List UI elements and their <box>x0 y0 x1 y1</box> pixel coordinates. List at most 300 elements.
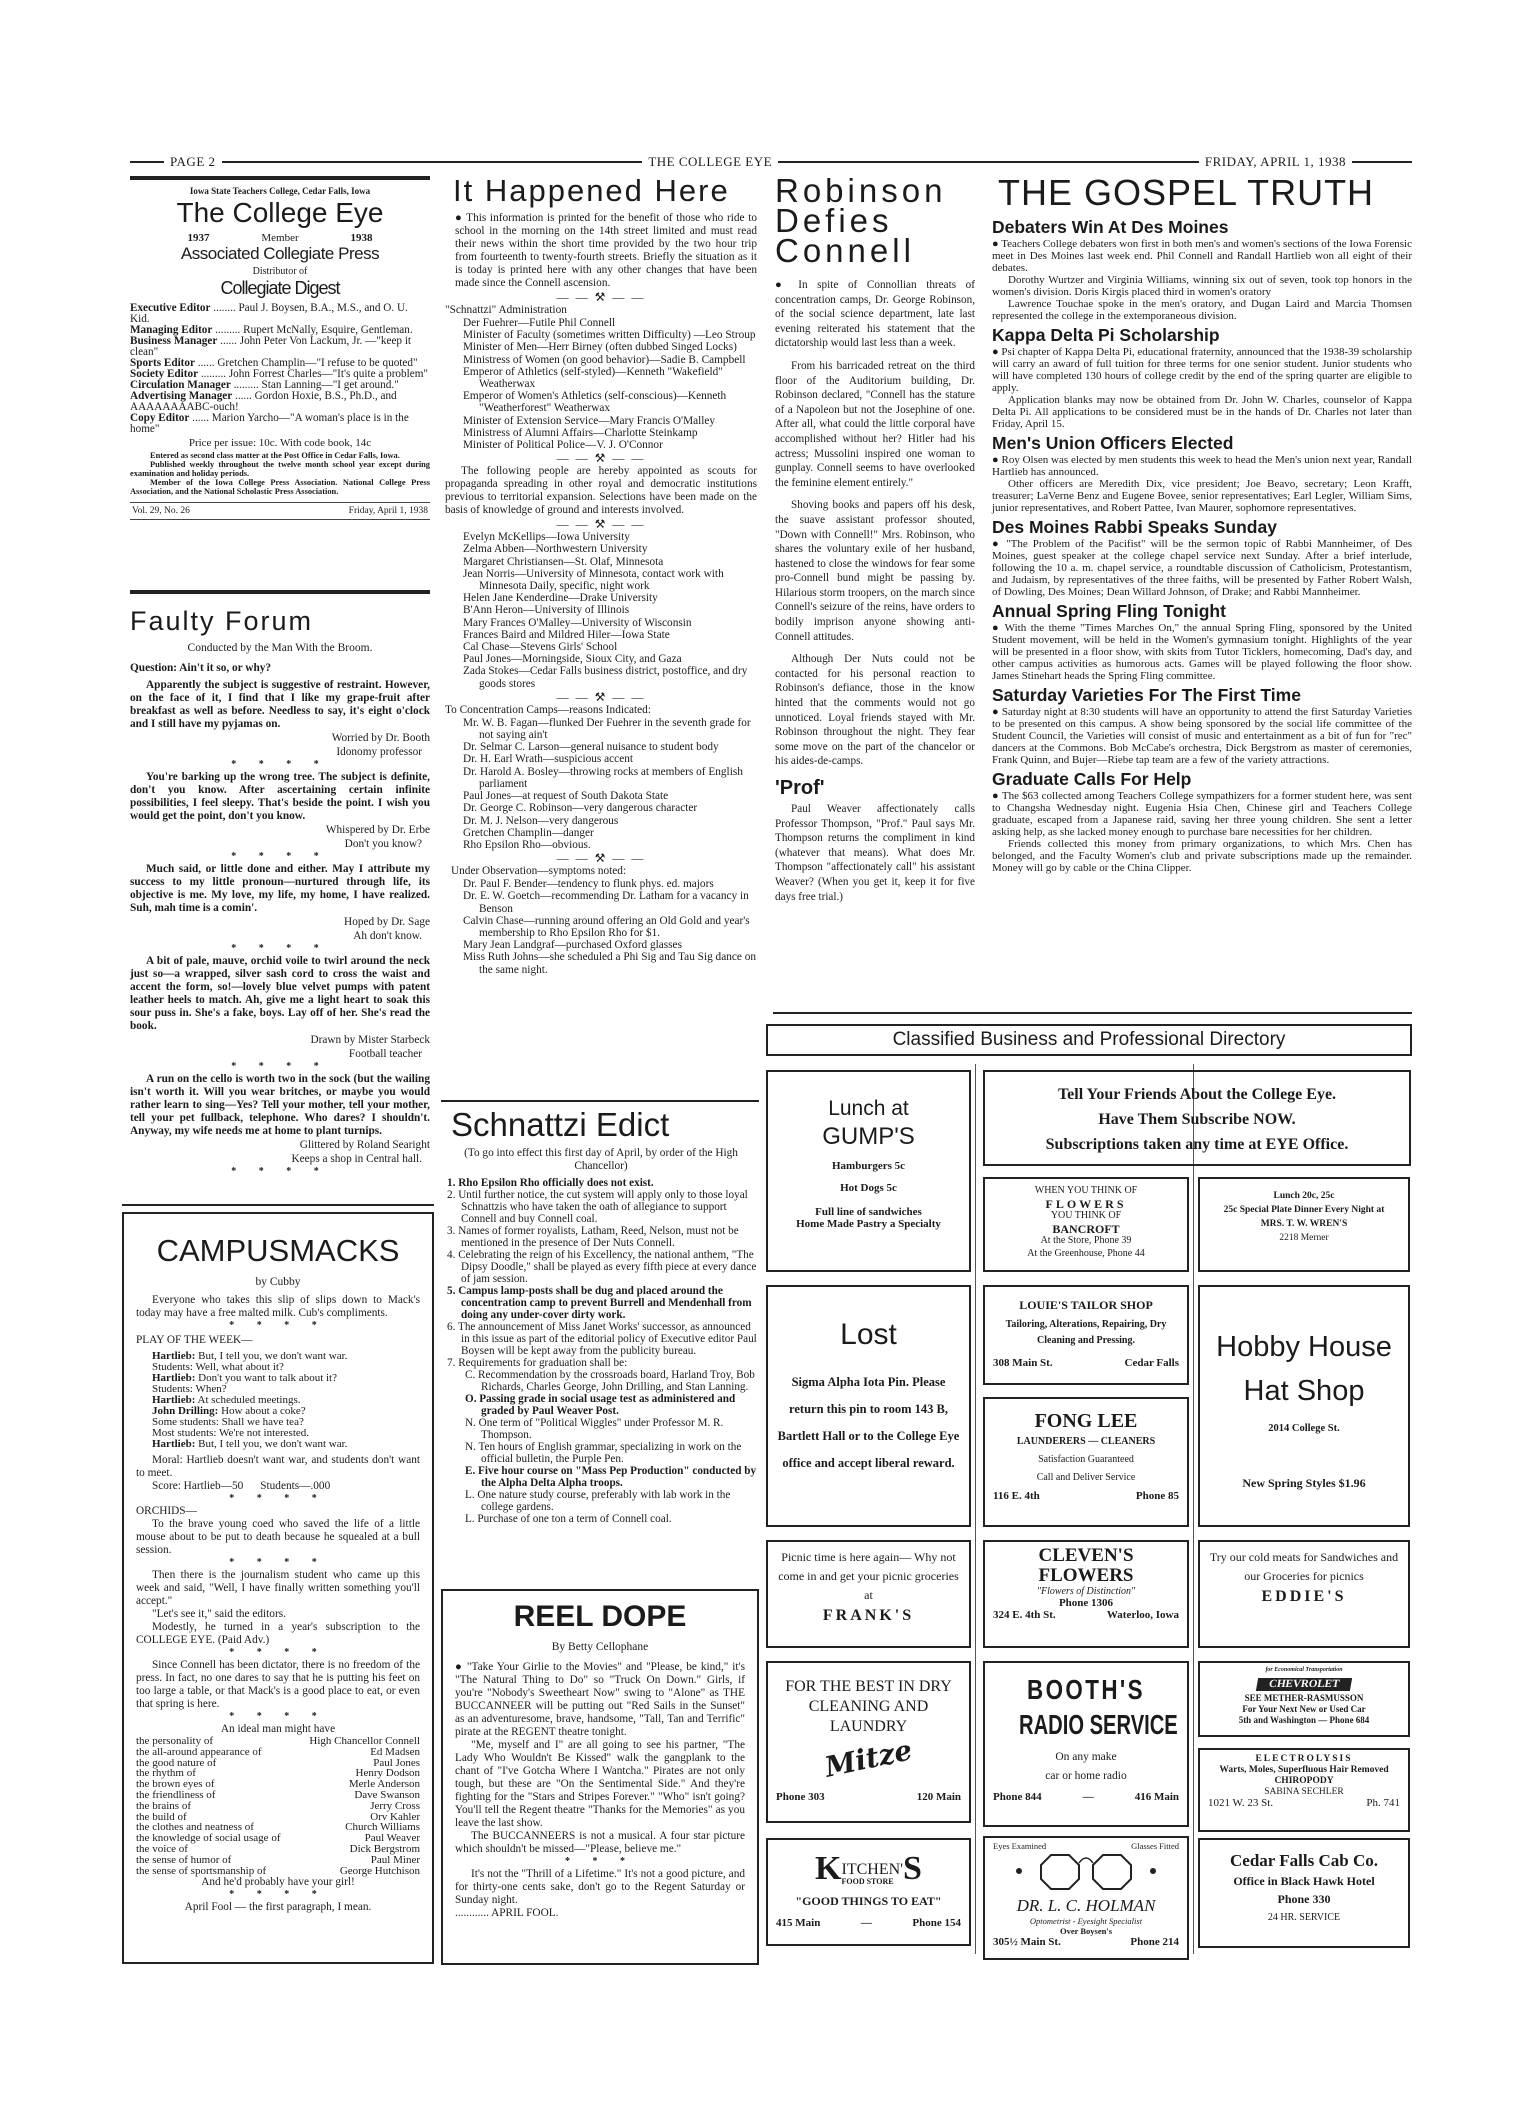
list-item: Dr. Paul F. Bender—tendency to flunk phys. ed. majors <box>463 878 714 891</box>
notices <box>130 451 430 496</box>
ad-text: CHIROPODY <box>1274 1776 1334 1786</box>
person: Church Williams <box>345 1821 420 1834</box>
logo-text: ITCHEN' <box>841 1861 904 1878</box>
title-line: Robinson <box>775 172 947 209</box>
list-item: Jean Norris—University of Minnesota, contact work with Minnesota Daily, specific, night work <box>463 567 724 593</box>
speaker: Hartlieb: <box>152 1350 196 1362</box>
star-divider: * * * * <box>231 851 329 862</box>
ad-text: Home Made Pastry a Specialty <box>796 1218 941 1230</box>
list-item: Evelyn McKellips—Iowa University <box>463 531 630 544</box>
paragraph: With the theme "Times Marches On," the annual Spring Fling, sponsored by the United Student movement, will be held in the Women's gymnasium tonight. Highlights of the year will be presented in a floor show, with skits from Tutor Ticklers, homecoming, Dad's day, and other campus activities as humorous acts. Games will be played following the floor show. James Stinehart heads the Spring Fling committee. <box>992 622 1412 682</box>
rule <box>222 161 643 163</box>
entries <box>130 679 430 1178</box>
ad-text: Office in Black Hawk Hotel <box>1233 1874 1375 1888</box>
list-item: Cal Chase—Stevens Girls' School <box>463 641 618 654</box>
ad-text: Over Boysen's <box>1059 1926 1113 1936</box>
gospel-truth-section <box>992 172 1412 1017</box>
ad-address: 416 Main <box>1134 1791 1179 1803</box>
star-divider: * * * * <box>229 1493 327 1504</box>
prof-headline: 'Prof' <box>775 777 825 799</box>
bullet-icon: ● <box>992 622 1001 634</box>
list-item: Minister of Extension Service—Mary Francis O'Malley <box>463 414 716 427</box>
ad-name: Cedar Falls Cab Co. <box>1230 1851 1378 1870</box>
crossed-hammers-icon: — — ⚒ — — <box>556 451 646 466</box>
speaker: Hartlieb: <box>152 1394 196 1406</box>
news-story <box>992 516 1412 598</box>
bullet-icon: ● <box>992 538 1001 550</box>
list-item: Emperor of Women's Athletics (self-conscious)—Kenneth "Weatherforest" Weatherwax <box>463 390 727 415</box>
ad-text: WHEN YOU THINK OF <box>1034 1185 1138 1196</box>
person: Paul Jones <box>373 1756 420 1769</box>
list-item: Margaret Christiansen—St. Olaf, Minnesota <box>463 555 664 568</box>
ad-name: EDDIE'S <box>1261 1588 1347 1605</box>
paper-name: THE COLLEGE EYE <box>648 154 773 169</box>
ideal-row <box>136 1855 420 1866</box>
headline: Graduate Calls For Help <box>992 769 1192 789</box>
staff-name: ......... Stan Lanning—"I get around." <box>233 379 399 391</box>
line-text: How about a coke? <box>221 1405 306 1417</box>
ad-name: BOOTH'S <box>1027 1674 1145 1705</box>
list-item: Dr. E. W. Goetch—recommending Dr. Latham for a vacancy in Benson <box>463 890 749 915</box>
ideal-title: An ideal man might have <box>220 1723 336 1735</box>
headline: Kappa Delta Pi Scholarship <box>992 325 1220 345</box>
person: Orv Kahler <box>370 1810 420 1823</box>
ad-text: Full line of sandwiches <box>815 1206 922 1218</box>
star-divider: * * * * <box>229 1320 327 1331</box>
ad-gumps <box>766 1070 971 1272</box>
paragraph: Teachers College debaters won first in both men's and women's sections of the Iowa Forensic meet in Des Moines last week end. Phil Connell and Randall Hartlieb won all eight of their debates. <box>992 238 1412 274</box>
logo-letter: K <box>815 1850 842 1887</box>
signature: Hoped by Dr. Sage <box>344 916 430 928</box>
edict-item: E. Five hour course on "Mass Pep Production" conducted by the Alpha Delta Alpha troops. <box>465 1465 757 1489</box>
person: Merle Anderson <box>348 1778 420 1791</box>
star-divider: * * * * <box>229 1647 327 1658</box>
edict-item: N. One term of "Political Wiggles" under Professor M. R. Thompson. <box>465 1417 724 1441</box>
column-divider <box>1193 1064 1194 1954</box>
ad-title: Lost <box>840 1318 897 1351</box>
ad-kitchens <box>766 1838 971 1946</box>
column-title: REEL DOPE <box>513 1600 687 1633</box>
ad-booths-radio <box>983 1661 1189 1827</box>
line-text: At scheduled meetings. <box>197 1394 301 1406</box>
ad-hobby-house <box>1198 1285 1410 1527</box>
staff-list <box>130 303 430 435</box>
ad-text: Hot Dogs 5c <box>840 1182 897 1194</box>
list-item: Der Fuehrer—Futile Phil Connell <box>463 317 616 329</box>
section-heading: "Schnattzi" Administration <box>445 304 567 316</box>
ad-louies <box>983 1285 1189 1385</box>
signature-title: Keeps a shop in Central hall. <box>291 1153 422 1165</box>
ideal-row <box>136 1801 420 1812</box>
section-heading: Under Observation—symptoms noted: <box>451 865 627 878</box>
star-divider: * * * * <box>231 1166 329 1177</box>
ad-name: FRANK'S <box>822 1607 915 1624</box>
star-divider: * * * <box>565 1856 635 1867</box>
list-item: Calvin Chase—running around offering an Old Gold and year's membership to Rho Epsilon Rho for $1. <box>463 914 750 939</box>
play-line <box>136 1439 420 1450</box>
bullet-icon: ● <box>775 279 789 291</box>
staff-name: ......... John Forrest Charles—"It's quite a problem" <box>200 368 428 380</box>
score: Score: Hartlieb—50 Students—.000 <box>152 1480 331 1492</box>
section-title: THE GOSPEL TRUTH <box>998 172 1375 213</box>
paragraph: In spite of Connollian threats of concentration camps, Dr. George Robinson, of the social science department, late last evening reiterated his statement that the dictatorship would last less than a week. <box>775 279 975 350</box>
headline: Saturday Varieties For The First Time <box>992 685 1301 705</box>
ad-name: LOUIE'S TAILOR SHOP <box>1019 1298 1153 1312</box>
ad-text: SEE METHER-RASMUSSON <box>1244 1693 1364 1703</box>
forum-entry <box>130 771 430 863</box>
edict-item: 5. Campus lamp-posts shall be dug and placed around the concentration camp to prevent Burrell and Mendenhall from doing any under-cover dirty work. <box>447 1285 752 1321</box>
paragraph: "The Problem of the Pacifist" will be the sermon topic of Rabbi Mannheimer, of Des Moines, guest speaker at the college chapel service next Sunday. After a brief interlude, following the 10 a. m. chapel service, a roundtable discussion of Catholicism, Protestantism, and Judaism, by representatives of the three faiths, will be presented by Father Robert Walsh, of Dowling, Des Moines; Dean Willard Johnson, of Drake; and Rabbi Mannheimer. <box>992 538 1412 598</box>
trait: the personality of <box>136 1735 213 1747</box>
signature: Whispered by Dr. Erbe <box>325 824 430 836</box>
ad-text: New Spring Styles $1.96 <box>1242 1476 1366 1490</box>
rule <box>130 161 164 163</box>
mitze-logo: Mitze <box>821 1733 916 1784</box>
rule <box>1352 161 1412 163</box>
list-item: Minister of Men—Herr Birney (often dubbed Singed Locks) <box>463 341 737 354</box>
newspaper-title: The College Eye <box>176 197 384 228</box>
press-freedom: Since Connell has been dictator, there is no freedom of the press. In fact, no one dares to say that he is putting his feet on too large a table, or that Mack's is a good place to eat, or even that spring is here. <box>136 1659 420 1710</box>
page-number: PAGE 2 <box>170 154 216 169</box>
edict-item: O. Passing grade in social usage test as administered and graded by Paul Weaver Post. <box>465 1393 736 1417</box>
ad-text: Eyes Examined <box>993 1841 1047 1851</box>
edict-item: C. Recommendation by the crossroads board, Harland Troy, Bob Richards, Charles George, John Drilling, and Stan Lanning. <box>465 1369 755 1393</box>
staff-entry <box>130 336 430 358</box>
news-story <box>992 324 1412 430</box>
forum-entry <box>130 955 430 1073</box>
scouts-list <box>445 531 757 690</box>
person: Dick Bergstrom <box>349 1842 420 1855</box>
staff-entry <box>130 303 430 325</box>
list-item: Mary Frances O'Malley—University of Wisconsin <box>463 616 692 629</box>
ad-name: GUMP'S <box>822 1123 915 1150</box>
ad-name: DR. L. C. HOLMAN <box>1016 1896 1156 1915</box>
ad-lost <box>766 1285 971 1527</box>
ad-clevens <box>983 1540 1189 1648</box>
ad-text: Sigma Alpha Iota Pin. Please return this pin to room 143 B, Bartlett Hall or to the College Eye office and accept liberal reward. <box>777 1375 960 1470</box>
trait: the friendliness of <box>136 1788 216 1801</box>
speaker: Students: <box>152 1361 193 1373</box>
list-item: Miss Ruth Johns—she scheduled a Phi Sig and Tau Sig dance on the same night. <box>463 951 757 976</box>
eyeglasses-icon <box>1001 1851 1171 1891</box>
paragraph: The BUCCANNEERS is not a musical. A four star picture which shouldn't be missed—"Please, believe me." <box>455 1830 745 1855</box>
bullet-icon: ● <box>992 790 999 802</box>
year-left: 1937 <box>187 232 210 244</box>
paragraph: From his barricaded retreat on the third floor of the Auditorium building, Dr. Robinson declared, "Connell has the stature of a Napoleon but not the Josephine of one. After all, what could the little corporal have accomplished without her? Hitler had his actress; Mussolini inspired one woman to gunplay. Connell seems to have overlooked the feminine element entirely." <box>775 359 975 489</box>
list-item: Paul Jones—Morningside, Sioux City, and Gaza <box>463 653 682 666</box>
ideal-row <box>136 1747 420 1758</box>
ad-name: FONG LEE <box>1034 1410 1138 1432</box>
kitchens-logo <box>776 1852 961 1886</box>
star-divider: * * * * <box>229 1889 327 1901</box>
ad-name: Hat Shop <box>1243 1375 1365 1407</box>
digest-logo: Collegiate Digest <box>220 278 340 298</box>
issue-date: FRIDAY, APRIL 1, 1938 <box>1204 154 1347 169</box>
paragraph: "Take Your Girlie to the Movies" and "Please, be kind," it's "The Natural Thing to Do" so "Truck On Down." Girls, if you're "Nobody's Sweetheart Now" swing to "Alone" as THE BUCCANNEER will be putting out "Red Sails in the Sunset" as an adventuresome, brave, handsome, "Tall, Tan and Terrific" pirate at the REGENT theatre tonight. <box>455 1661 746 1738</box>
ad-text: 25c Special Plate Dinner Every Night at <box>1223 1205 1385 1215</box>
scouts-intro: The following people are hereby appointed as scouts for propaganda spreading in other royal and democratic institutions previous to territorial expansion. Selections have been made on the basis of knowledge of ground and interests involved. <box>445 465 757 517</box>
list-item: B'Ann Heron—University of Illinois <box>463 604 630 617</box>
list-item: Zelma Abben—Northwestern University <box>463 543 648 556</box>
list-item: Mr. W. B. Fagan—flunked Der Fuehrer in the seventh grade for not saying ain't <box>463 716 751 742</box>
page-header <box>130 152 1412 172</box>
list-item: Minister of Political Police—V. J. O'Connor <box>463 439 663 452</box>
ad-text: car or home radio <box>1045 1770 1127 1782</box>
ad-holman-optometrist <box>983 1836 1189 1960</box>
star-divider: * * * * <box>231 943 329 954</box>
signature: Worried by Dr. Booth <box>331 732 430 744</box>
ad-text: Lunch at <box>828 1097 909 1120</box>
speaker: Hartlieb: <box>152 1372 196 1384</box>
paragraph: Other officers are Meredith Dix, vice president; Joe Beavo, secretary; Leon Krafft, treasurer; LaVerne Benz and Eugene Bovee, senior representatives; Earl Legler, William Sims, junior representatives, and Robert Pattee, Ivan Maurer, sophomore representatives. <box>992 478 1412 514</box>
orchids-title: ORCHIDS— <box>136 1505 197 1517</box>
ad-phone: Phone 1306 <box>1058 1597 1114 1609</box>
forum-entry <box>130 1073 430 1178</box>
ad-text: Have Them Subscribe NOW. <box>1098 1111 1296 1128</box>
staff-role: Advertising Manager <box>130 390 233 402</box>
signature-title: Don't you know? <box>344 838 422 850</box>
paragraph: Shoving books and papers off his desk, the suave assistant professor shouted, "Down with Connell!" Mrs. Robinson, who shares the voluntary exile of her husband, hastened to close the windows for fear some pro-Connell bund might be passing by. Hilarious storm troopers, on the march since Connell's seizure of the reins, have orders to bodily imprison anyone showing anti-Connell attitudes. <box>775 499 975 643</box>
ad-phone: Phone 844 <box>993 1791 1042 1803</box>
line-text: Well, what about it? <box>195 1361 284 1373</box>
paragraph: It's not the "Thrill of a Lifetime." It's not a good picture, and for thirty-one cents sake, don't go to the Regent Saturday or Sunday night. <box>455 1868 745 1906</box>
news-story <box>992 432 1412 514</box>
ad-slogan: "Flowers of Distinction" <box>1036 1586 1136 1597</box>
bullet-icon: ● <box>992 346 999 358</box>
crossed-hammers-icon: — — ⚒ — — <box>556 517 646 532</box>
bullet-icon: ● <box>992 238 999 250</box>
ad-address: 308 Main St. <box>993 1357 1053 1369</box>
ad-mitze-cleaners <box>766 1661 971 1823</box>
notice: Published weekly throughout the twelve month school year except during examination and holiday periods. <box>130 460 430 478</box>
preface: (To go into effect this first day of April, by order of the High Chancellor) <box>464 1147 738 1172</box>
ad-text: Subscriptions taken any time at EYE Office. <box>1045 1136 1349 1153</box>
ad-phone: Ph. 741 <box>1366 1797 1400 1809</box>
ad-slogan: "GOOD THINGS TO EAT" <box>795 1894 942 1908</box>
list-item: Paul Jones—at request of South Dakota State <box>463 790 669 803</box>
forum-entry <box>130 679 430 771</box>
byline: By Betty Cellophane <box>551 1641 649 1653</box>
staff-name: ...... John Peter Von Lackum, Jr. —"keep it clean" <box>130 335 412 358</box>
ad-eddies <box>1198 1540 1410 1648</box>
ad-name: MRS. T. W. WREN'S <box>1260 1219 1348 1229</box>
ad-electrolysis <box>1198 1748 1410 1832</box>
ad-text: 2218 Merner <box>1279 1233 1329 1243</box>
ad-text: Warts, Moles, Superfluous Hair Removed <box>1219 1765 1389 1775</box>
list-item: Zada Stokes—Cedar Falls business district, postoffice, and dry goods stores <box>463 665 748 690</box>
ad-cab-company <box>1198 1838 1410 1948</box>
ad-name: FLOWERS <box>1038 1565 1134 1586</box>
edict-item: 4. Celebrating the reign of his Excellency, the national anthem, "The Dipsy Doodle," shall be played as every fifth piece at every dance of jam session. <box>447 1249 757 1285</box>
ad-text: Call and Deliver Service <box>1036 1472 1136 1483</box>
list-item: Minister of Faculty (sometimes written Difficulty) —Leo Stroup <box>463 329 756 342</box>
ad-text: At the Greenhouse, Phone 44 <box>1027 1247 1145 1259</box>
edict-item: N. Ten hours of English grammar, specializing in work on the official bulletin, the Purple Pen. <box>465 1441 742 1465</box>
speaker: John Drilling: <box>152 1405 219 1417</box>
news-story <box>992 768 1412 874</box>
camps-list <box>445 717 757 851</box>
speaker: Most students: <box>152 1427 217 1439</box>
line-text: We're not interested. <box>219 1427 310 1439</box>
list-item: Gretchen Champlin—danger <box>463 826 594 839</box>
trait: the sense of sportsmanship of <box>136 1864 267 1877</box>
prof-text: Paul Weaver affectionately calls Professor Thompson, "Prof." Paul says Mr. Thompson returns the compliment in kind (whatever that means). What does Mr. Thompson "affectionately call" his assistant Weaver? (When you get it, keep it for five days free trial.) <box>775 803 975 903</box>
news-story <box>992 216 1412 322</box>
ad-text: Hamburgers 5c <box>831 1160 905 1172</box>
bullet-icon: ● <box>455 1661 463 1673</box>
trait: the voice of <box>136 1842 188 1855</box>
trait: the build of <box>136 1810 187 1823</box>
paragraph: Although Der Nuts could not be contacted for his personal reaction to Robinson's defiance, those in the know hinted that the comments would not go unnoticed. Loyal friends stayed with Mr. Robinson throughout the night. They fear some move on the part of the chancelor or his aides-de-camps. <box>775 653 975 768</box>
trait: the brown eyes of <box>136 1778 215 1791</box>
trait: the brains of <box>136 1799 191 1812</box>
staff-name: ...... Marion Yarcho—"A woman's place is in the home" <box>130 412 409 435</box>
paragraph: "Let's see it," said the editors. <box>152 1608 286 1620</box>
staff-role: Society Editor <box>130 368 199 380</box>
paragraph: Psi chapter of Kappa Delta Pi, educational fraternity, announced that the 1938-39 scholarship will carry an award of full tuition for three terms for one senior student. Junior students who will have completed 130 hours of college credit by the end of the spring quarter are eligible to apply. <box>992 346 1412 394</box>
article-title: It Happened Here <box>453 173 730 208</box>
ad-address: 116 E. 4th <box>993 1490 1040 1502</box>
ad-name: ELECTROLYSIS <box>1255 1754 1353 1764</box>
ad-address: 324 E. 4th St. <box>993 1609 1056 1621</box>
edict-item: 7. Requirements for graduation shall be: <box>447 1357 628 1369</box>
ad-chevrolet <box>1198 1661 1410 1737</box>
paragraph: "Me, myself and I" are all going to see his partner, "The Lady Who Wouldn't Be Kissed" walk the gangplank to the chant of "I've Gotcha Where I Wantcha." Pirates are not only tough, but these are "On the Sentimental Side." And they're fighting for the "Stars and Stripes Forever." "Who" isn't going? You'll tell the Regent theatre "Thanks for the Memories" as you leave the last show. <box>455 1739 745 1829</box>
ad-text: YOU THINK OF <box>1050 1210 1122 1221</box>
ad-address: 1021 W. 23 St. <box>1208 1797 1274 1809</box>
dash: — <box>1082 1791 1094 1803</box>
ad-phone: Phone 303 <box>776 1791 825 1803</box>
star-divider: * * * * <box>231 759 329 770</box>
intro: This information is printed for the benefit of those who ride to school in the morning on the 14th street limited and must read their news within the short time provided by the two hour trip from fourteenth to twenty-fourth streets. Briefly the situation as it is today is printed here with any other changes that have been made since the Connell ascension. <box>455 212 758 289</box>
staff-name: ........ Paul J. Boysen, B.A., M.S., and O. U. Kid. <box>130 302 408 325</box>
play-script <box>136 1351 420 1450</box>
volume-line <box>130 502 430 520</box>
signoff: ............ APRIL FOOL. <box>455 1907 559 1919</box>
ad-phone: Phone 330 <box>1277 1892 1331 1906</box>
staff-role: Business Manager <box>130 335 218 347</box>
paragraph: Roy Olsen was elected by men students this week to head the Men's union next year, Randall Hartlieb has announced. <box>992 454 1413 478</box>
reel-dope-column <box>441 1589 759 1965</box>
intro: Everyone who takes this slip of slips down to Mack's today may have a free malted milk. Cub's compliments. <box>136 1294 420 1319</box>
paragraph: Lawrence Touchae spoke in the men's oratory, and Dugan Laird and Marcia Thomsen represented the college in the extemporaneous division. <box>992 298 1412 322</box>
ad-address: 415 Main <box>776 1917 821 1929</box>
edict-item: L. One nature study course, preferably with lab work in the college gardens. <box>465 1489 731 1513</box>
logo-letter: S <box>903 1850 922 1887</box>
signature: Glittered by Roland Searight <box>299 1139 430 1151</box>
speaker: Hartlieb: <box>152 1438 196 1450</box>
orchids-text: To the brave young coed who saved the life of a little mouse about to be put to death because he squealed at a bull session. <box>136 1518 420 1556</box>
staff-role: Copy Editor <box>130 412 190 424</box>
ad-text: Satisfaction Guaranteed <box>1038 1454 1134 1465</box>
ad-text: Glasses Fitted <box>1131 1841 1179 1851</box>
ad-address: 120 Main <box>916 1791 961 1803</box>
column-divider <box>975 1064 976 1954</box>
year-right: 1938 <box>350 232 373 244</box>
paragraph: Modestly, he turned in a year's subscription to the COLLEGE EYE. (Paid Adv.) <box>136 1621 420 1646</box>
line-text: Don't you want to talk about it? <box>198 1372 337 1384</box>
entry-text: You're barking up the wrong tree. The subject is definite, don't you know. After ascertaining certain infinite possibilities, I feel sleepy. That's beside the point. I wish you would get the point, don't you know. <box>130 771 430 822</box>
volume-date: Friday, April 1, 1938 <box>348 506 428 516</box>
headline: Men's Union Officers Elected <box>992 433 1234 453</box>
classified-directory-heading: Classified Business and Professional Directory <box>766 1024 1412 1056</box>
ad-text: Tailoring, Alterations, Repairing, Dry Cleaning and Pressing. <box>1005 1319 1167 1346</box>
star-divider: * * * * <box>229 1557 327 1568</box>
news-story <box>992 684 1412 766</box>
title-line: Defies <box>775 202 893 239</box>
edict-item: L. Purchase of one ton a term of Connell coal. <box>465 1513 672 1525</box>
ad-bancroft <box>983 1177 1189 1272</box>
ad-text: SABINA SECHLER <box>1264 1787 1344 1797</box>
person: George Hutchison <box>339 1864 420 1877</box>
entry-text: A run on the cello is worth two in the sock (but the wailing isn't worth it. Will you wear britches, or maybe you would rather learn to sing—Yes? Tell your mother, tell your mother, tell your pet fullback, telephone. Who dares? I shouldn't. Anyway, my wife needs me at home to plant turnips. <box>130 1073 430 1137</box>
speaker: Some students: <box>152 1416 219 1428</box>
ad-text: Optometrist - Eyesight Specialist <box>1029 1916 1143 1926</box>
article-title: Faulty Forum <box>130 606 314 636</box>
staff-role: Executive Editor <box>130 302 211 314</box>
campusmacks-column <box>122 1212 434 1964</box>
price: Price per issue: 10c. With code book, 14c <box>188 437 372 449</box>
question: Question: Ain't it so, or why? <box>130 662 272 674</box>
ad-fong-lee <box>983 1397 1189 1527</box>
ad-text: 5th and Washington — Phone 684 <box>1238 1715 1370 1725</box>
staff-role: Circulation Manager <box>130 379 231 391</box>
admin-list <box>445 317 757 451</box>
list-item: Helen Jane Kenderdine—Drake University <box>463 592 658 605</box>
list-item: Frances Baird and Mildred Hiler—Iowa State <box>463 628 670 641</box>
ad-franks <box>766 1540 971 1648</box>
signature-title: Ah don't know. <box>353 930 422 942</box>
list-item: Dr. M. J. Nelson—very dangerous <box>463 814 619 827</box>
staff-name: ...... Gordon Hoxie, B.S., Ph.D., and AAAAAAAABC-ouch! <box>130 390 397 413</box>
edict-item: 2. Until further notice, the cut system will apply only to those loyal Schnattzis who have taken the oath of allegiance to support Connell and buy Connell coal. <box>447 1189 748 1225</box>
edict-list <box>445 1177 757 1525</box>
star-divider: * * * * <box>231 1061 329 1072</box>
it-happened-here-article <box>445 172 757 1092</box>
line-text: But, I tell you, we don't want war. <box>198 1438 348 1450</box>
schnattzi-edict-article <box>445 1103 757 1581</box>
signature: Drawn by Mister Starbeck <box>310 1034 430 1046</box>
entry-text: A bit of pale, mauve, orchid voile to twirl around the neck just so—a wrapped, silver sash cord to cross the waist and accent the form, so!—lovely blue velvet pumps with patent leather heels to match. Ah, give me a light heart to soak this sour puss in. She's a fake, boys. Lay off of her. She's read the book. <box>130 955 430 1032</box>
paragraph: The $63 collected among Teachers College sympathizers for a former student here, was sent to Changsha Wednesday night. Eugenia Hsia Chen, Chinese girl and Teachers College graduate, escaped from a Japanese raid, saving her three young children. She sent a letter asking help, as she lacked money enough to purchase bare necessities for her children. <box>992 790 1412 838</box>
ad-address: 2014 College St. <box>1268 1423 1340 1434</box>
ad-text: 24 HR. SERVICE <box>1267 1912 1341 1923</box>
member-label: Member <box>261 232 299 244</box>
staff-name: ......... Rupert McNally, Esquire, Gentleman. <box>215 324 413 336</box>
trait: the good nature of <box>136 1756 217 1769</box>
article-title <box>775 172 975 269</box>
list-item: Ministress of Alumni Affairs—Charlotte Steinkamp <box>463 426 698 439</box>
trait: the all-around appearance of <box>136 1745 262 1758</box>
entry-text: Much said, or little done and either. May I attribute my success to my little pronoun—nurtured through life, its objective is me. My love, my life, my home, I have realized. Suh, mah time is a comin'. <box>130 863 430 914</box>
speaker: Students: <box>152 1383 193 1395</box>
paragraph: Saturday night at 8:30 students will have an opportunity to attend the first Saturday Varieties to be presented on this campus. A show being sponsored by the social life committee of the Student Council, the Varieties will consist of music and entertainment as a bit of fun for "rec" dancers at the Commons. Bob McCabe's orchestra, Dick Bergstrom as master of ceremonies, Frank Quinn, and Bujer—Riebe tap team are a few of the variety attractions. <box>992 706 1412 766</box>
news-story <box>992 600 1412 682</box>
edict-item: 1. Rho Epsilon Rho officially does not exist. <box>447 1177 654 1189</box>
headline: Debaters Win At Des Moines <box>992 217 1229 237</box>
list-item: Dr. George C. Robinson—very dangerous character <box>463 802 698 815</box>
ad-name: BANCROFT <box>1052 1221 1120 1236</box>
line-text: When? <box>195 1383 227 1395</box>
ideal-row <box>136 1866 420 1877</box>
ad-phone: Phone 85 <box>1135 1490 1179 1502</box>
list-item: Mary Jean Landgraf—purchased Oxford glasses <box>463 939 682 952</box>
rule <box>778 161 1199 163</box>
person: Ed Madsen <box>370 1745 420 1758</box>
list-item: Emperor of Athletics (self-styled)—Kenneth "Wakefield" Weatherwax <box>463 365 723 391</box>
list-item: Dr. Harold A. Bosley—throwing rocks at members of English parliament <box>463 765 743 790</box>
line-text: Shall we have tea? <box>221 1416 304 1428</box>
